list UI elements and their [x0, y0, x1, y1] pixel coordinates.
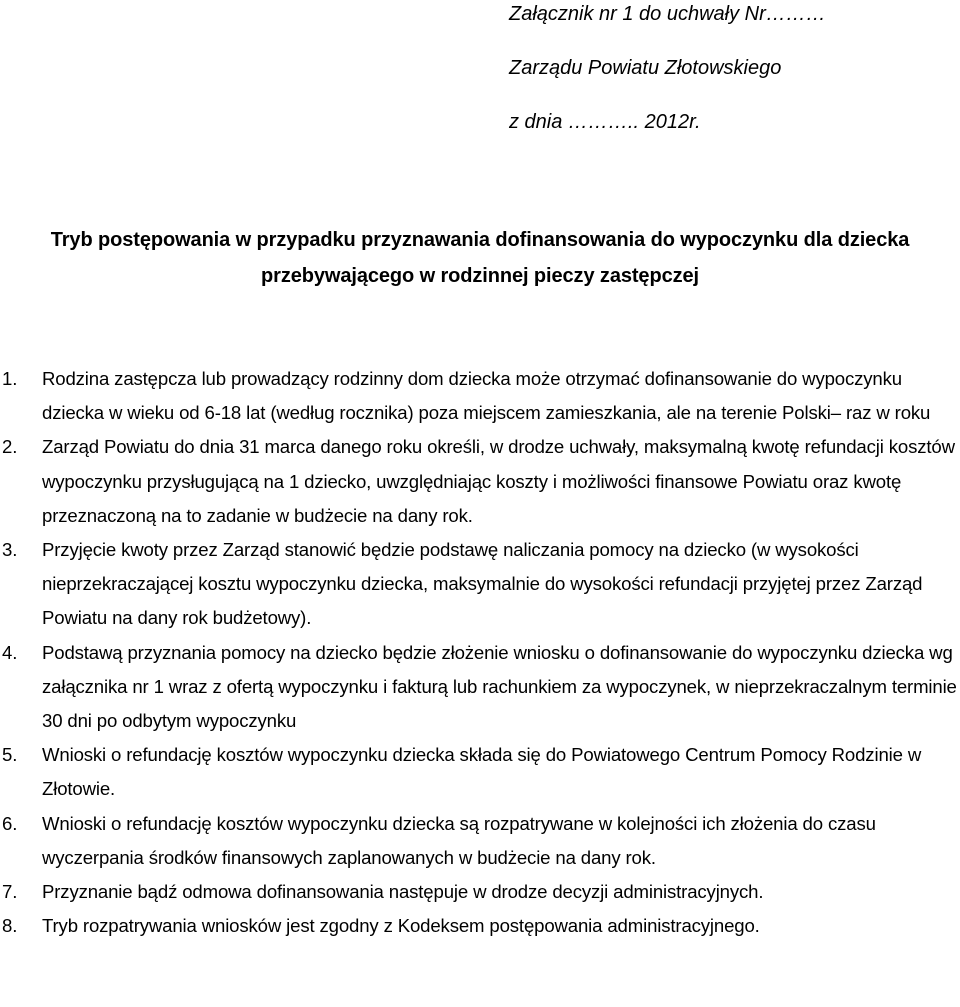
list-item-1 [0, 362, 958, 430]
list-item-6 [0, 807, 958, 875]
item-text: Tryb rozpatrywania wniosków jest zgodny z Kodeksem postępowania administracyjnego. [42, 915, 760, 937]
item-number: 6. [2, 812, 18, 834]
item-number: 1. [2, 368, 18, 389]
item-number: 3. [2, 539, 18, 561]
attachment-line: Załącznik nr 1 do uchwały Nr……… [509, 3, 826, 25]
title-line-1: Tryb postępowania w przypadku przyznawania dofinansowania do wypoczynku dla dziecka [50, 229, 910, 251]
list-item-7 [0, 875, 958, 909]
item-number: 8. [2, 915, 18, 937]
item-text: Zarząd Powiatu do dnia 31 marca danego roku określi, w drodze uchwały, maksymalną kwotę refundacji kosztów wypoczynku przysługującą na 1 dziecko, uwzględniając koszty i możliwości finansowe Powiatu oraz kwotę przeznaczoną na to zadanie w budżecie na dany rok. [42, 436, 955, 526]
board-line: Zarządu Powiatu Złotowskiego [509, 57, 782, 79]
date-line: z dnia ……….. 2012r. [509, 111, 701, 133]
list-item-2 [0, 430, 958, 533]
item-text: Wnioski o refundację kosztów wypoczynku dziecka są rozpatrywane w kolejności ich złożenia do czasu wyczerpania środków finansowych zaplanowanych w budżecie na dany rok. [42, 812, 876, 868]
document-title [0, 222, 960, 294]
procedure-list [0, 362, 958, 943]
item-text: Przyznanie bądź odmowa dofinansowania następuje w drodze decyzji administracyjnych. [42, 881, 764, 903]
item-number: 5. [2, 744, 18, 766]
item-text: Podstawą przyznania pomocy na dziecko będzie złożenie wniosku o dofinansowanie do wypoczynku dziecka wg załącznika nr 1 wraz z ofertą wypoczynku i fakturą lub rachunkiem za wypoczynek, w nieprzekraczalnym terminie 30 dni po odbytym wypoczynku [42, 641, 957, 732]
list-item-5 [0, 738, 958, 806]
item-text: Przyjęcie kwoty przez Zarząd stanowić będzie podstawę naliczania pomocy na dziecko (w wysokości nieprzekraczającej kosztu wypoczynku dziecka, maksymalnie do wysokości refundacji przyjętej przez Zarząd Powiatu na dany rok budżetowy). [42, 539, 923, 629]
list-item-8 [0, 909, 958, 943]
list-item-4 [0, 636, 958, 739]
title-line-2: przebywającego w rodzinnej pieczy zastępczej [261, 265, 699, 287]
list-item-3 [0, 533, 958, 636]
item-text: Rodzina zastępcza lub prowadzący rodzinny dom dziecka może otrzymać dofinansowanie do wypoczynku dziecka w wieku od 6-18 lat (według rocznika) poza miejscem zamieszkania, ale na terenie Polski– raz w roku [42, 368, 931, 424]
item-text: Wnioski o refundację kosztów wypoczynku dziecka składa się do Powiatowego Centrum Pomocy Rodzinie w Złotowie. [42, 744, 922, 800]
item-number: 4. [2, 641, 18, 663]
item-number: 2. [2, 436, 18, 458]
item-number: 7. [2, 881, 18, 903]
